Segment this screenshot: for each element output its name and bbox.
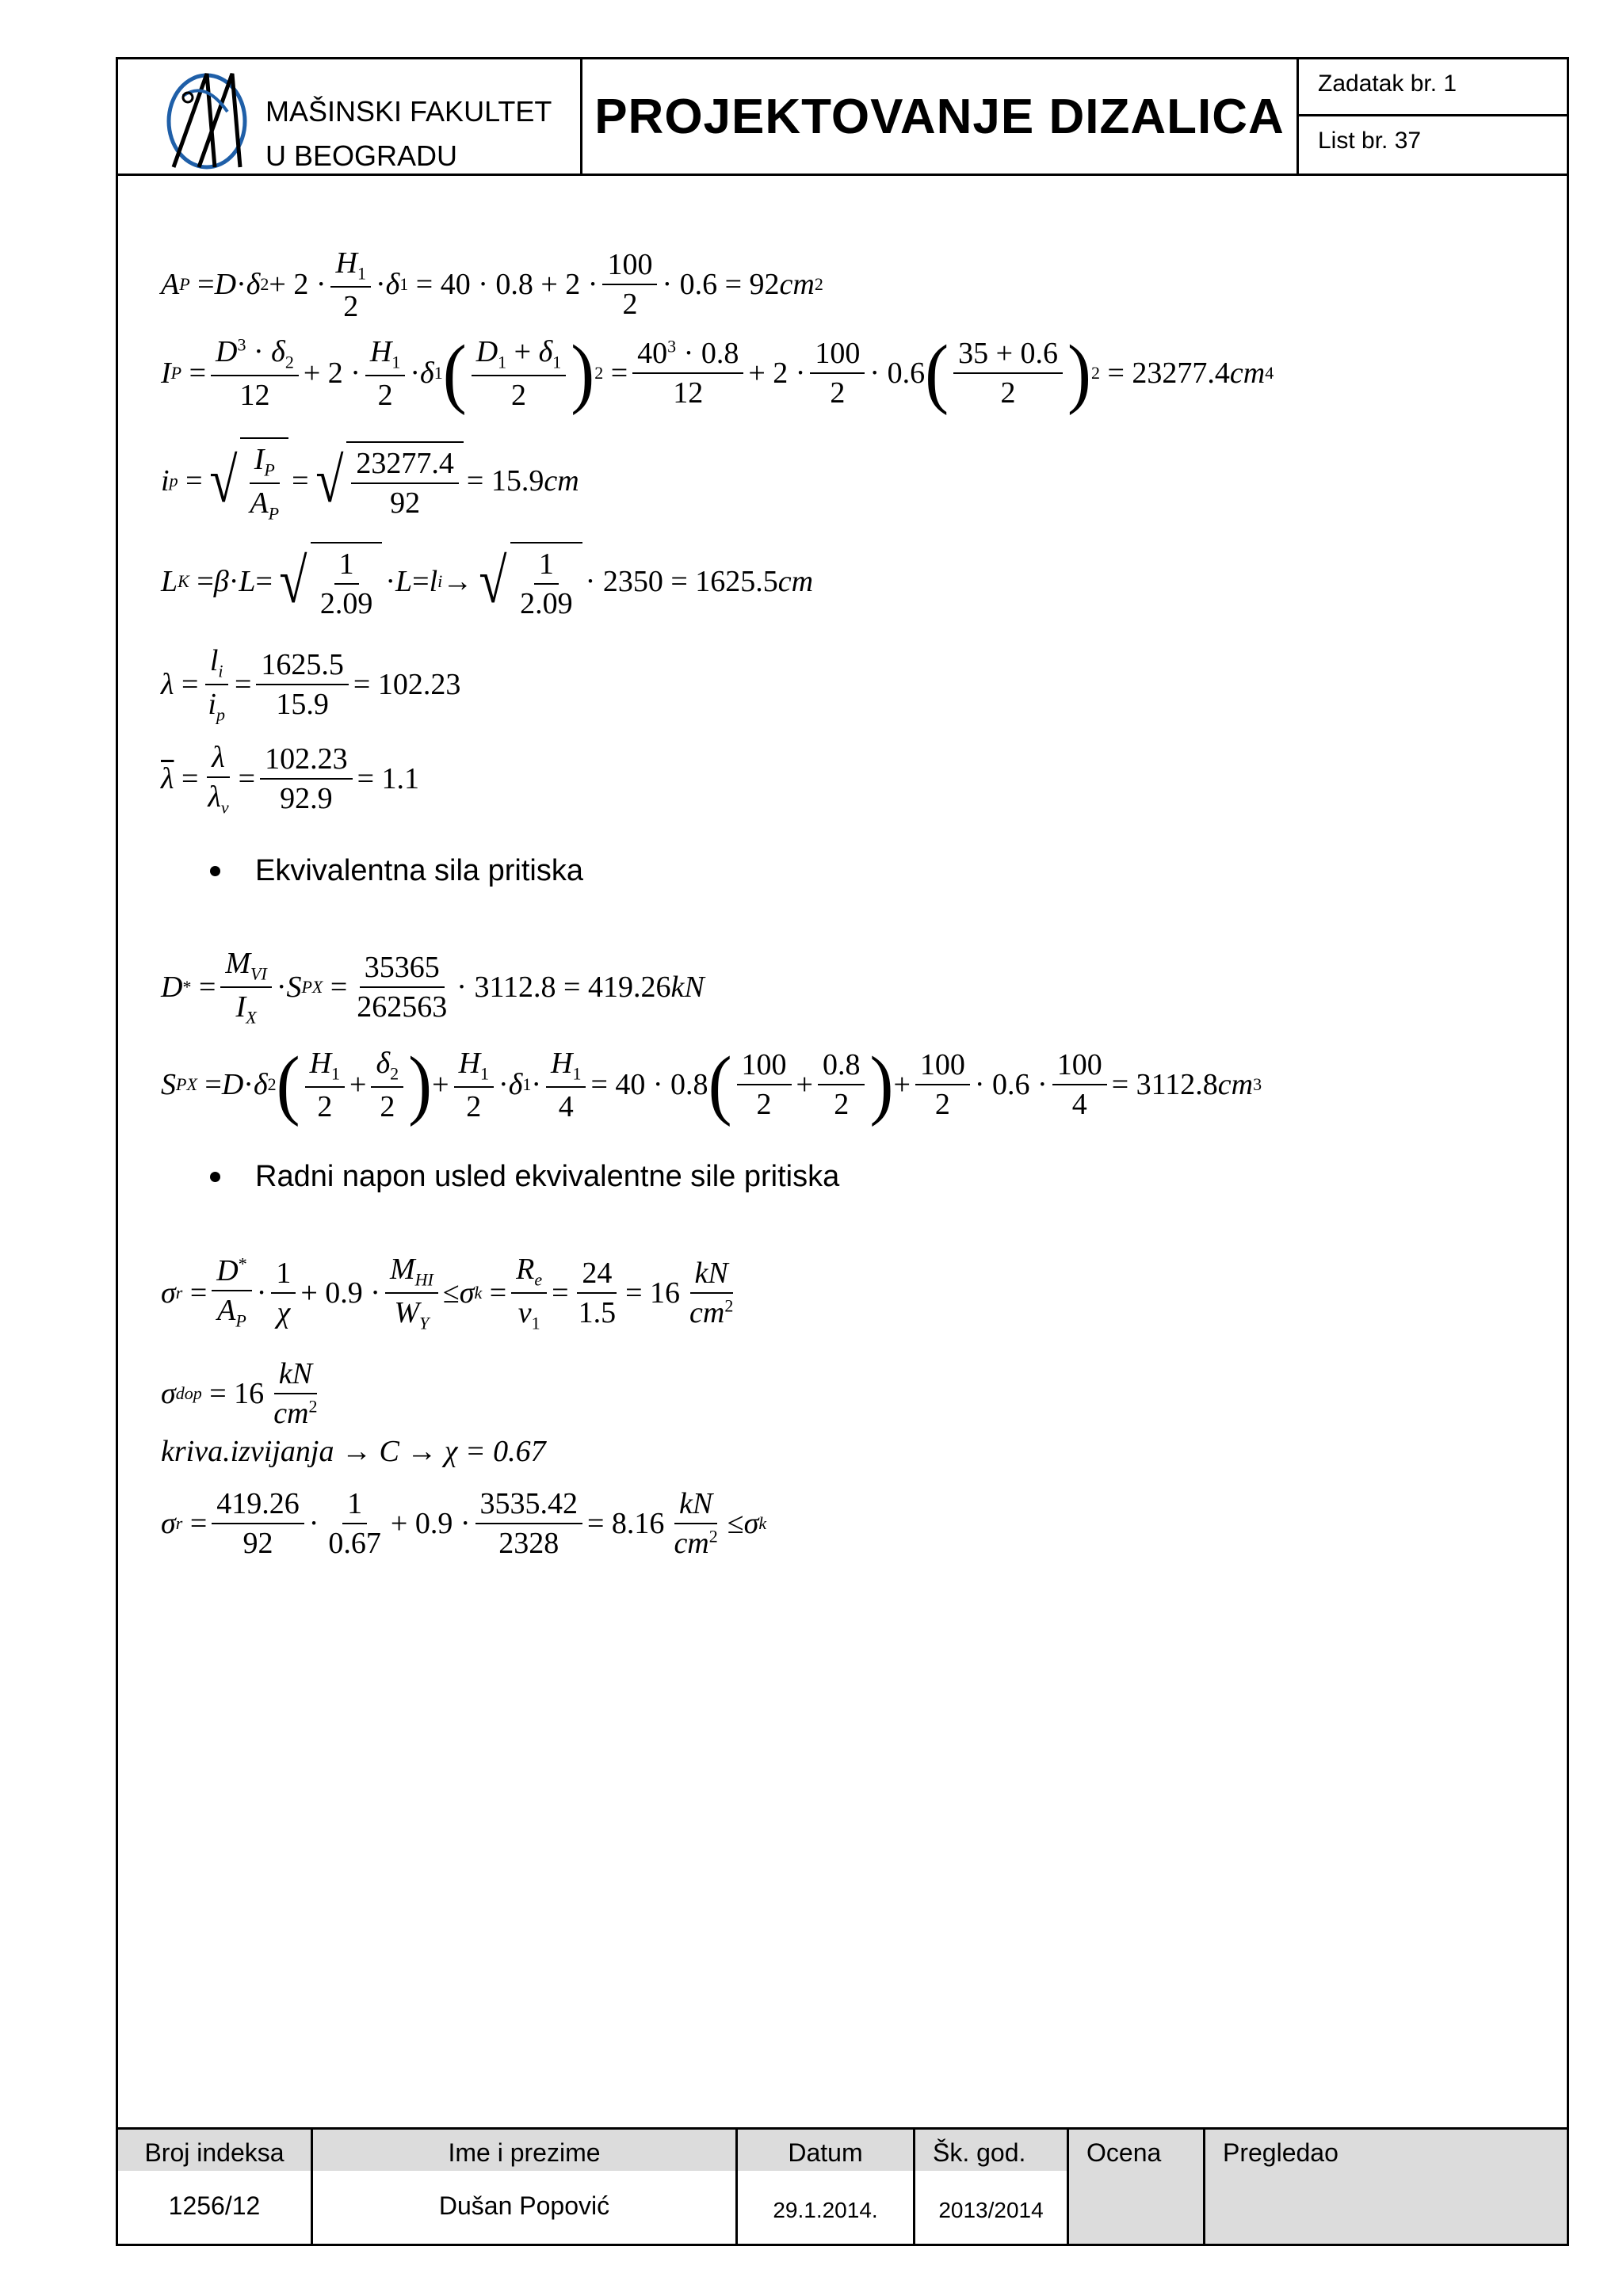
equation-buckling-length: L K = β · L = √ $\frac{1}{2.09}$ · L = l i → √ $\frac{1}{2.09}$ · 2350 = 1625.5 cm [161, 542, 813, 621]
footer-label-reviewer: Pregledao [1205, 2130, 1567, 2171]
bullet-icon [210, 1172, 220, 1182]
ap-rhs: = 40 · 0.8 + 2 · [415, 268, 598, 302]
footer-label-date: Datum [738, 2130, 913, 2171]
footer-label-name: Ime i prezime [313, 2130, 735, 2171]
content [118, 176, 1567, 2188]
ip-value: 23277.4 [351, 446, 459, 484]
reviewer-value [1205, 2171, 1567, 2244]
ip-area: 92 [390, 486, 421, 520]
sr-den3: 2328 [498, 1527, 559, 1560]
equation-ip: I P = $\frac{D^3 \cdot \delta_2}{12}$ + 2 · $\frac{H_1}{2}$ · δ 1 ( $\frac{D_1 + \delta_1}{2}$ ) 2 = $\frac{40^3 \cdot 0.8}{12}$ + 2 · $\frac{100}{2}$ · 0.6 ( $\frac{35 + 0.6}{2}$ ) 2 = 23277.4 cm 4 [161, 330, 1274, 417]
buckling-curve-line [161, 1434, 546, 1469]
equation-allowable-stress: σ dop = 16 $\frac{kN}{cm^2}$ [161, 1357, 318, 1430]
institution-line-2: U BEOGRADU [265, 139, 458, 172]
sigma-limit: = 16 [625, 1276, 680, 1310]
equation-radius-of-gyration: i p = √ $\frac{I_P}{A_P}$ = √ $\frac{23277.4}{92}$ = 15.9 cm [161, 437, 579, 524]
sdop-value: = 16 [209, 1377, 265, 1410]
footer-index-cell [118, 2130, 313, 2244]
sr-den1: 92 [242, 1527, 273, 1560]
footer-date-cell [738, 2130, 915, 2244]
footer-name-cell [313, 2130, 738, 2244]
ap-tail: · 0.6 = 92 [662, 268, 780, 302]
d-num: 35365 [360, 950, 445, 988]
equation-ap: A P = D · δ 2 + 2 · $\frac{H_1}{2}$ · δ 1 = 40 · 0.8 + 2 · $\frac{100}{2}$ · 0.6 = 92 cm 2 [161, 246, 823, 323]
lambda-num: 1625.5 [256, 647, 349, 685]
sr-den2: 0.67 [328, 1527, 381, 1560]
lambda-den: 15.9 [276, 687, 329, 721]
document-sheet [116, 57, 1569, 2246]
institution-name [265, 90, 552, 178]
date-value: 29.1.2014. [773, 2198, 878, 2222]
header [118, 59, 1567, 176]
section-2-text: Radni napon usled ekvivalentne sile pritiska [255, 1160, 840, 1193]
student-index: 1256/12 [168, 2191, 261, 2220]
footer-label-index: Broj indeksa [118, 2130, 311, 2171]
logo-cell [118, 59, 582, 174]
institution-line-1: MAŠINSKI FAKULTET [265, 95, 552, 128]
footer-grade-cell [1069, 2130, 1205, 2244]
equation-static-moment: S PX = D · δ 2 ( $\frac{H_1}{2}$ + $\frac{\delta_2}{2}$ ) + $\frac{H_1}{2}$ · δ 1 · $\frac{H_1}{4}$ = 40 · 0.8 ( $\frac{100}{2}$ + $\frac{0.8}{2}$ ) + $\frac{100}{2}$ · 0.6 · $\frac{100}{4}$ = 3112.8 cm 3 [161, 1041, 1262, 1128]
sr-res: = 8.16 [587, 1507, 665, 1540]
d-res: · 3112.8 = 419.26 [456, 970, 671, 1004]
ip-result: = 23277.4 [1107, 357, 1230, 391]
bullet-icon [210, 866, 220, 876]
footer-label-grade: Ocena [1069, 2130, 1203, 2171]
equation-stress-condition: σ r = $\frac{D^*}{A_P}$ · $\frac{1}{\chi}$ + 0.9 · $\frac{M_{HI}}{W_Y}$ ≤ σ k = $\frac{R_e}{\nu_1}$ = $\frac{24}{1.5}$ = 16 $\frac{kN}{cm^2}$ [161, 1253, 734, 1333]
sheet-number: List br. 37 [1318, 128, 1422, 154]
section-1-text: Ekvivalentna sila pritiska [255, 854, 583, 887]
equation-slenderness: λ = $\frac{l_i}{i_p}$ = $\frac{1625.5}{15.9}$ = 102.23 [161, 644, 461, 725]
title-cell [582, 59, 1299, 174]
task-number: Zadatak br. 1 [1299, 59, 1567, 116]
lk-value: · 2350 = 1625.5 [585, 565, 778, 598]
ip-res: = 15.9 [466, 463, 544, 498]
document-title: PROJEKTOVANJE DIZALICA [594, 89, 1285, 144]
faculty-logo-icon [158, 64, 261, 175]
grade-value [1069, 2171, 1203, 2244]
school-year-value: 2013/2014 [938, 2198, 1044, 2222]
lambda-res: = 102.23 [353, 667, 461, 701]
equation-relative-slenderness: $\overline{\lambda}$ = $\frac{\lambda}{\lambda_v}$ = $\frac{102.23}{92.9}$ = 1.1 [161, 741, 420, 818]
lbar-den: 92.9 [280, 782, 333, 816]
footer-year-cell [915, 2130, 1069, 2244]
d-den: 262563 [357, 990, 448, 1024]
spx-res: = 3112.8 [1111, 1068, 1218, 1102]
meta-cell [1299, 59, 1567, 174]
equation-equivalent-force: D * = $\frac{M_{VI}}{I_X}$ · S PX = $\frac{35365}{262563}$ · 3112.8 = 419.26 kN [161, 947, 705, 1028]
footer-table [118, 2127, 1567, 2244]
lbar-res: = 1.1 [357, 762, 420, 796]
lbar-num: 102.23 [260, 742, 353, 780]
sr-num1: 419.26 [212, 1486, 304, 1524]
kriva-text: kriva.izvijanja → C → χ = 0.67 [161, 1435, 546, 1468]
section-heading-1 [210, 854, 583, 888]
sr-num3: 3535.42 [475, 1486, 583, 1524]
student-name: Dušan Popović [438, 2191, 610, 2220]
section-heading-2 [210, 1160, 839, 1194]
equation-stress-result: σ r = $\frac{419.26}{92}$ · $\frac{1}{0.67}$ + 0.9 · $\frac{3535.42}{2328}$ = 8.16 $\frac{kN}{cm^2}$ ≤ σ k [161, 1487, 767, 1560]
footer-reviewer-cell [1205, 2130, 1567, 2244]
footer-label-year: Šk. god. [915, 2130, 1067, 2171]
